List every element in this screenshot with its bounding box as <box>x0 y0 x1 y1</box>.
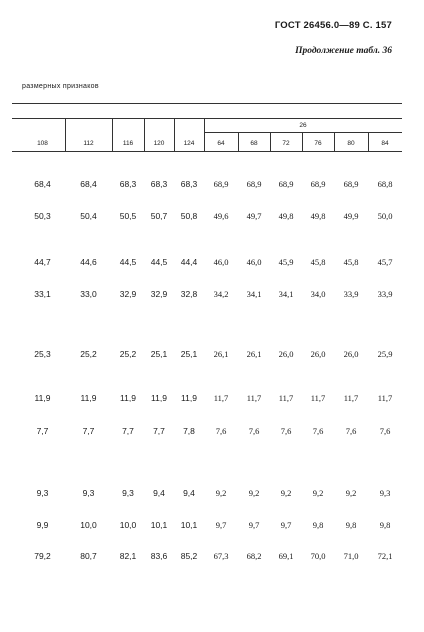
table-cell: 25,9 <box>377 349 393 359</box>
table-cell: 67,3 <box>213 551 229 561</box>
table-cell: 46,0 <box>246 257 262 267</box>
table-cell: 9,2 <box>280 488 292 498</box>
table-cell: 45,7 <box>377 257 393 267</box>
table-cell: 9,7 <box>215 520 227 530</box>
table-cell: 49,6 <box>213 211 229 221</box>
table-cell: 68,2 <box>246 551 262 561</box>
table-cell: 50,7 <box>150 211 168 221</box>
table-cell: 49,9 <box>343 211 359 221</box>
table-cell: 9,3 <box>82 488 95 498</box>
table-cell: 9,3 <box>36 488 49 498</box>
table-cell: 49,8 <box>310 211 326 221</box>
table-cell: 11,7 <box>310 393 326 403</box>
table-cell: 68,8 <box>377 179 393 189</box>
table-cell: 25,3 <box>34 349 51 359</box>
table-cell: 26,1 <box>246 349 262 359</box>
table-cell: 50,5 <box>119 211 137 221</box>
column-header: 112 <box>83 140 94 147</box>
table-cell: 50,8 <box>180 211 198 221</box>
table-cell: 33,9 <box>377 289 393 299</box>
table-cell: 7,6 <box>312 426 324 436</box>
table-cell: 7,7 <box>122 426 134 436</box>
table-cell: 9,8 <box>345 520 357 530</box>
table-cell: 25,2 <box>80 349 97 359</box>
table-cell: 9,4 <box>183 488 195 498</box>
table-cell: 45,8 <box>310 257 326 267</box>
table-cell: 26,0 <box>310 349 326 359</box>
table-cell: 46,0 <box>213 257 229 267</box>
table-cell: 9,3 <box>379 488 391 498</box>
table-cell: 9,8 <box>312 520 324 530</box>
table-cell: 50,4 <box>80 211 97 221</box>
table-cell: 82,1 <box>119 551 137 561</box>
table-cell: 32,9 <box>150 289 168 299</box>
column-header: 108 <box>37 140 48 147</box>
table-cell: 11,7 <box>377 393 393 403</box>
table-cell: 34,1 <box>278 289 294 299</box>
table-cell: 7,7 <box>82 426 95 436</box>
table-cell: 49,8 <box>278 211 294 221</box>
table-cell: 9,2 <box>248 488 260 498</box>
table-cell: 9,7 <box>248 520 260 530</box>
table-cell: 34,2 <box>213 289 229 299</box>
table-cell: 45,9 <box>278 257 294 267</box>
table-cell: 68,9 <box>246 179 262 189</box>
table-cell: 68,4 <box>80 179 97 189</box>
table-cell: 9,2 <box>345 488 357 498</box>
table-cell: 68,4 <box>34 179 51 189</box>
header-rule-bottom <box>12 151 402 152</box>
column-header: 124 <box>183 140 195 147</box>
column-header: 84 <box>381 140 389 147</box>
table-cell: 7,6 <box>379 426 391 436</box>
table-cell: 44,7 <box>34 257 51 267</box>
table-cell: 68,9 <box>310 179 326 189</box>
table-cell: 83,6 <box>150 551 168 561</box>
table-cell: 68,3 <box>119 179 137 189</box>
column-header: 64 <box>217 140 225 147</box>
header-rule-subgroup <box>204 132 402 133</box>
table-cell: 70,0 <box>310 551 326 561</box>
table-cell: 11,9 <box>151 393 167 403</box>
table-cell: 11,7 <box>213 393 229 403</box>
table-cell: 33,0 <box>80 289 97 299</box>
table-cell: 9,2 <box>215 488 227 498</box>
table-cell: 7,7 <box>153 426 165 436</box>
table-cell: 10,0 <box>119 520 137 530</box>
table-cell: 11,9 <box>34 393 51 403</box>
table-cell: 34,0 <box>310 289 326 299</box>
table-cell: 68,9 <box>343 179 359 189</box>
table-cell: 26,0 <box>343 349 359 359</box>
table-cell: 44,5 <box>150 257 168 267</box>
table-cell: 45,8 <box>343 257 359 267</box>
table-cell: 32,9 <box>119 289 137 299</box>
page-header: ГОСТ 26456.0—89 С. 157 <box>274 20 392 31</box>
table-caption: размерных признаков <box>22 83 99 90</box>
table-cell: 11,7 <box>343 393 359 403</box>
table-cell: 44,5 <box>119 257 137 267</box>
table-continuation-title: Продолжение табл. 36 <box>295 46 392 56</box>
table-cell: 44,4 <box>180 257 198 267</box>
table-cell: 7,7 <box>36 426 49 436</box>
table-cell: 25,1 <box>150 349 168 359</box>
table-cell: 68,9 <box>213 179 229 189</box>
table-cell: 10,0 <box>80 520 97 530</box>
table-cell: 7,6 <box>345 426 357 436</box>
table-cell: 9,2 <box>312 488 324 498</box>
table-cell: 68,9 <box>278 179 294 189</box>
table-cell: 44,6 <box>80 257 97 267</box>
header-rule-group <box>12 118 402 119</box>
table-cell: 10,1 <box>180 520 198 530</box>
column-header: 120 <box>153 140 165 147</box>
table-cell: 80,7 <box>80 551 97 561</box>
table-cell: 7,6 <box>280 426 292 436</box>
table-cell: 68,3 <box>150 179 168 189</box>
group-header: 26 <box>299 122 307 129</box>
table-cell: 11,9 <box>120 393 136 403</box>
table-cell: 72,1 <box>377 551 393 561</box>
table-cell: 9,9 <box>36 520 49 530</box>
table-cell: 33,9 <box>343 289 359 299</box>
table-cell: 11,7 <box>278 393 294 403</box>
header-rule-top <box>12 103 402 104</box>
table-cell: 69,1 <box>278 551 294 561</box>
table-cell: 26,0 <box>278 349 294 359</box>
table-cell: 34,1 <box>246 289 262 299</box>
table-cell: 85,2 <box>180 551 198 561</box>
table-cell: 26,1 <box>213 349 229 359</box>
table-cell: 9,3 <box>122 488 134 498</box>
table-cell: 32,8 <box>180 289 198 299</box>
table-cell: 10,1 <box>150 520 168 530</box>
table-cell: 9,7 <box>280 520 292 530</box>
table-cell: 11,9 <box>181 393 197 403</box>
table-cell: 50,3 <box>34 211 51 221</box>
column-header: 76 <box>314 140 322 147</box>
table-cell: 49,7 <box>246 211 262 221</box>
column-header: 80 <box>347 140 355 147</box>
table-cell: 25,2 <box>119 349 137 359</box>
table-cell: 11,7 <box>246 393 262 403</box>
table-cell: 7,6 <box>215 426 227 436</box>
table-cell: 71,0 <box>343 551 359 561</box>
table-cell: 50,0 <box>377 211 393 221</box>
column-header: 68 <box>250 140 258 147</box>
table-cell: 7,8 <box>183 426 195 436</box>
column-header: 72 <box>282 140 290 147</box>
table-cell: 68,3 <box>180 179 198 189</box>
table-cell: 7,6 <box>248 426 260 436</box>
table-cell: 9,4 <box>153 488 165 498</box>
table-cell: 9,8 <box>379 520 391 530</box>
column-header: 116 <box>122 140 134 147</box>
table-cell: 79,2 <box>34 551 51 561</box>
table-cell: 25,1 <box>180 349 198 359</box>
table-cell: 33,1 <box>34 289 51 299</box>
table-cell: 11,9 <box>80 393 97 403</box>
